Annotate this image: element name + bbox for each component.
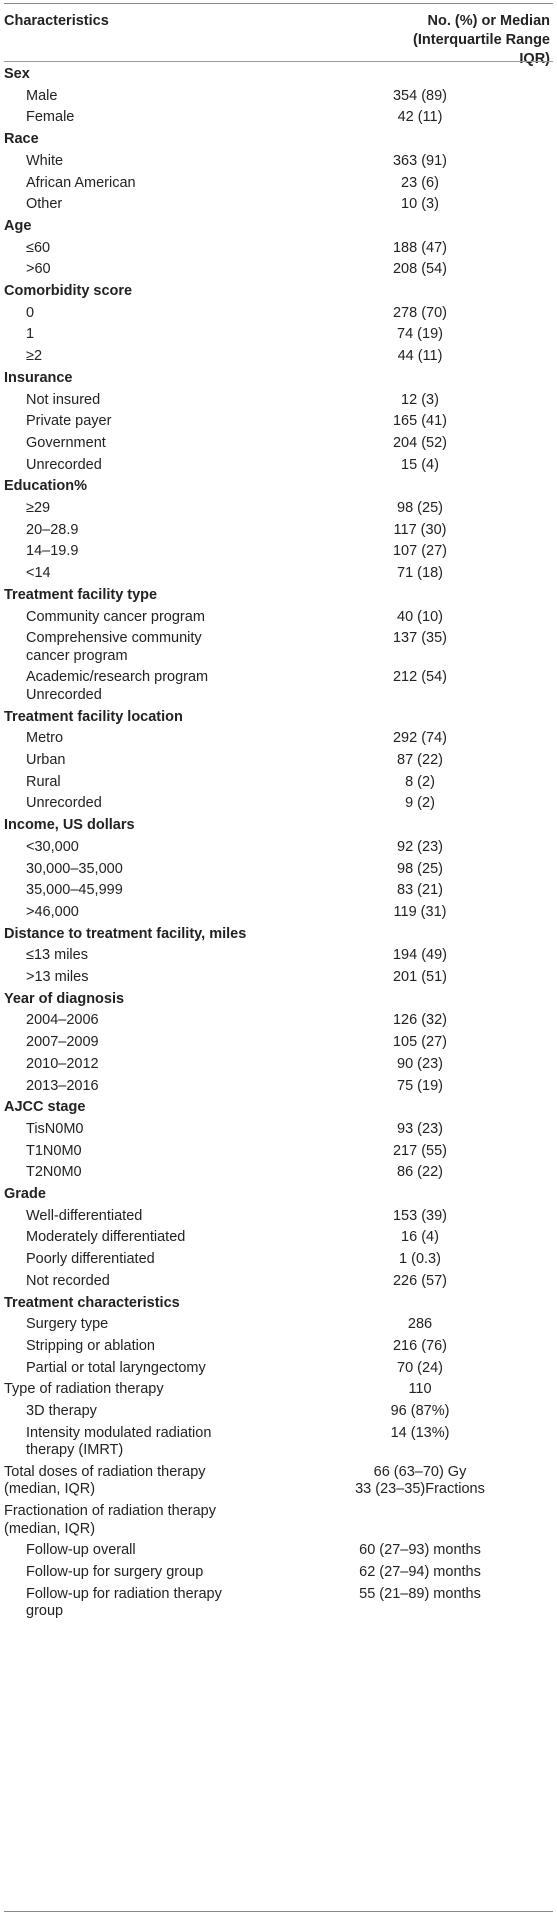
row-label: <14	[26, 565, 51, 582]
row-label: Not recorded	[26, 1272, 110, 1289]
row-value: 217 (55)	[392, 1142, 447, 1159]
row-label: Follow-up for surgery group	[26, 1564, 204, 1580]
row-label: Well-differentiated	[26, 1207, 143, 1224]
row-value: 216 (76)	[392, 1337, 447, 1354]
row-value: 137 (35)	[392, 630, 447, 647]
section-title: Treatment facility location	[4, 708, 183, 725]
section-title: Year of diagnosis	[4, 990, 125, 1007]
row-value: 90 (23)	[397, 1055, 443, 1072]
row-label: African American	[26, 174, 136, 191]
section-title: Comorbidity score	[4, 283, 133, 299]
row-value: 98 (25)	[397, 500, 443, 516]
row-value: 153 (39)	[392, 1207, 447, 1224]
row-value: 286	[407, 1316, 433, 1333]
row-label: 2010–2012	[26, 1055, 99, 1072]
row-value: 110	[408, 1381, 432, 1398]
row-value: 188 (47)	[392, 239, 447, 256]
row-label: Other	[26, 196, 63, 213]
row-value: 42 (11)	[397, 109, 443, 126]
column-header-characteristics: Characteristics	[4, 13, 109, 29]
header-rule	[4, 61, 553, 62]
row-label: Urban	[26, 752, 66, 768]
row-label: 0	[26, 304, 35, 321]
row-label: Fractionation of radiation therapy (median, IQR)	[4, 1503, 216, 1537]
row-value: 9 (2)	[405, 795, 435, 812]
row-value: 107 (27)	[392, 543, 447, 560]
section-title: AJCC stage	[4, 1099, 86, 1116]
row-label: Female	[26, 109, 75, 126]
row-label: Male	[26, 87, 58, 104]
section-title: Treatment characteristics	[4, 1294, 180, 1311]
row-value: 201 (51)	[392, 969, 447, 985]
section-title: Insurance	[4, 369, 73, 386]
row-label: ≥29	[26, 500, 51, 516]
row-value: 44 (11)	[397, 348, 443, 365]
row-value: 70 (24)	[397, 1359, 443, 1376]
row-label: ≤13 miles	[26, 947, 88, 964]
table-bottom-rule	[4, 1911, 553, 1912]
row-value: 15 (4)	[401, 456, 439, 473]
row-value: 12 (3)	[401, 391, 439, 408]
row-value: 92 (23)	[397, 838, 443, 855]
row-value: 98 (25)	[397, 860, 443, 877]
row-value: 60 (27–93) months	[359, 1542, 481, 1559]
row-value: 55 (21–89) months	[359, 1585, 481, 1602]
row-value: 126 (32)	[392, 1012, 447, 1029]
row-value: 87 (22)	[397, 752, 443, 768]
row-label: 35,000–45,999	[26, 882, 123, 899]
row-value: 10 (3)	[401, 196, 439, 213]
row-value: 292 (74)	[392, 730, 447, 747]
row-label: Community cancer program	[26, 608, 205, 625]
row-value: 194 (49)	[392, 947, 447, 964]
row-label: 2013–2016	[26, 1077, 99, 1094]
row-label: ≤60	[26, 239, 51, 256]
row-value: 8 (2)	[405, 773, 435, 790]
row-value: 75 (19)	[397, 1077, 443, 1094]
row-label: <30,000	[26, 838, 79, 855]
row-value: 93 (23)	[397, 1120, 443, 1137]
row-label: >60	[26, 261, 51, 278]
row-label: Poorly differentiated	[26, 1251, 155, 1268]
row-label: 3D therapy	[26, 1403, 97, 1419]
row-value: 16 (4)	[401, 1229, 439, 1246]
row-label: Government	[26, 434, 106, 451]
row-value: 71 (18)	[397, 565, 443, 582]
row-value: 40 (10)	[397, 608, 443, 625]
row-label: ≥2	[26, 348, 43, 365]
row-value: 354 (89)	[392, 87, 447, 104]
row-label: Total doses of radiation therapy (median, IQR)	[4, 1463, 206, 1498]
row-label: Rural	[26, 773, 61, 790]
row-label: 1	[26, 326, 35, 343]
row-value: 66 (63–70) Gy 33 (23–35)Fractions	[355, 1463, 485, 1498]
row-label: Follow-up for radiation therapy group	[26, 1585, 222, 1620]
row-label: Private payer	[26, 413, 112, 430]
row-label: Follow-up overall	[26, 1542, 136, 1559]
table-top-rule	[4, 3, 553, 4]
row-label: TisN0M0	[26, 1120, 84, 1137]
row-label: 20–28.9	[26, 521, 79, 538]
section-title: Treatment facility type	[4, 586, 158, 603]
row-label: Moderately differentiated	[26, 1229, 186, 1246]
section-title: Education%	[4, 478, 87, 495]
row-value: 62 (27–94) months	[359, 1564, 481, 1580]
row-label: Unrecorded	[26, 456, 102, 473]
row-label: T1N0M0	[26, 1142, 82, 1159]
section-title: Income, US dollars	[4, 817, 135, 834]
row-value: 119 (31)	[393, 903, 447, 920]
section-title: Age	[4, 217, 32, 234]
row-value: 278 (70)	[392, 304, 447, 321]
row-label: >13 miles	[26, 969, 89, 985]
row-value: 86 (22)	[397, 1164, 443, 1181]
row-value: 204 (52)	[392, 434, 447, 451]
row-label: 30,000–35,000	[26, 860, 123, 877]
row-value: 226 (57)	[392, 1272, 447, 1289]
row-value: 208 (54)	[392, 261, 447, 278]
section-title: Distance to treatment facility, miles	[4, 925, 247, 942]
row-label: Unrecorded	[26, 795, 102, 812]
row-value: 363 (91)	[392, 152, 447, 169]
row-label: White	[26, 152, 64, 169]
row-value: 74 (19)	[397, 326, 443, 343]
column-header-value: No. (%) or Median (Interquartile Range IQR)	[413, 13, 550, 67]
row-label: Academic/research program Unrecorded	[26, 669, 209, 703]
row-label: 14–19.9	[26, 543, 79, 560]
row-label: Partial or total laryngectomy	[26, 1359, 206, 1376]
row-label: Stripping or ablation	[26, 1337, 155, 1354]
row-value: 96 (87%)	[390, 1403, 450, 1419]
section-title: Grade	[4, 1186, 46, 1202]
row-label: >46,000	[26, 903, 79, 920]
row-label: Surgery type	[26, 1316, 109, 1333]
section-title: Race	[4, 131, 39, 148]
row-label: Comprehensive community cancer program	[26, 630, 202, 664]
row-label: 2004–2006	[26, 1012, 99, 1029]
row-label: Type of radiation therapy	[4, 1381, 164, 1398]
row-label: Not insured	[26, 391, 101, 408]
row-value: 212 (54)	[392, 669, 447, 686]
row-value: 117 (30)	[393, 521, 447, 538]
row-value: 105 (27)	[392, 1034, 447, 1051]
row-value: 1 (0.3)	[399, 1251, 441, 1268]
row-label: Metro	[26, 730, 64, 747]
row-label: 2007–2009	[26, 1034, 99, 1051]
row-value: 23 (6)	[401, 174, 439, 191]
row-value: 83 (21)	[397, 882, 443, 899]
row-label: Intensity modulated radiation therapy (IMRT)	[26, 1424, 212, 1459]
row-value: 165 (41)	[392, 413, 447, 430]
row-value: 14 (13%)	[390, 1424, 450, 1441]
section-title: Sex	[4, 66, 30, 82]
row-label: T2N0M0	[26, 1164, 82, 1181]
